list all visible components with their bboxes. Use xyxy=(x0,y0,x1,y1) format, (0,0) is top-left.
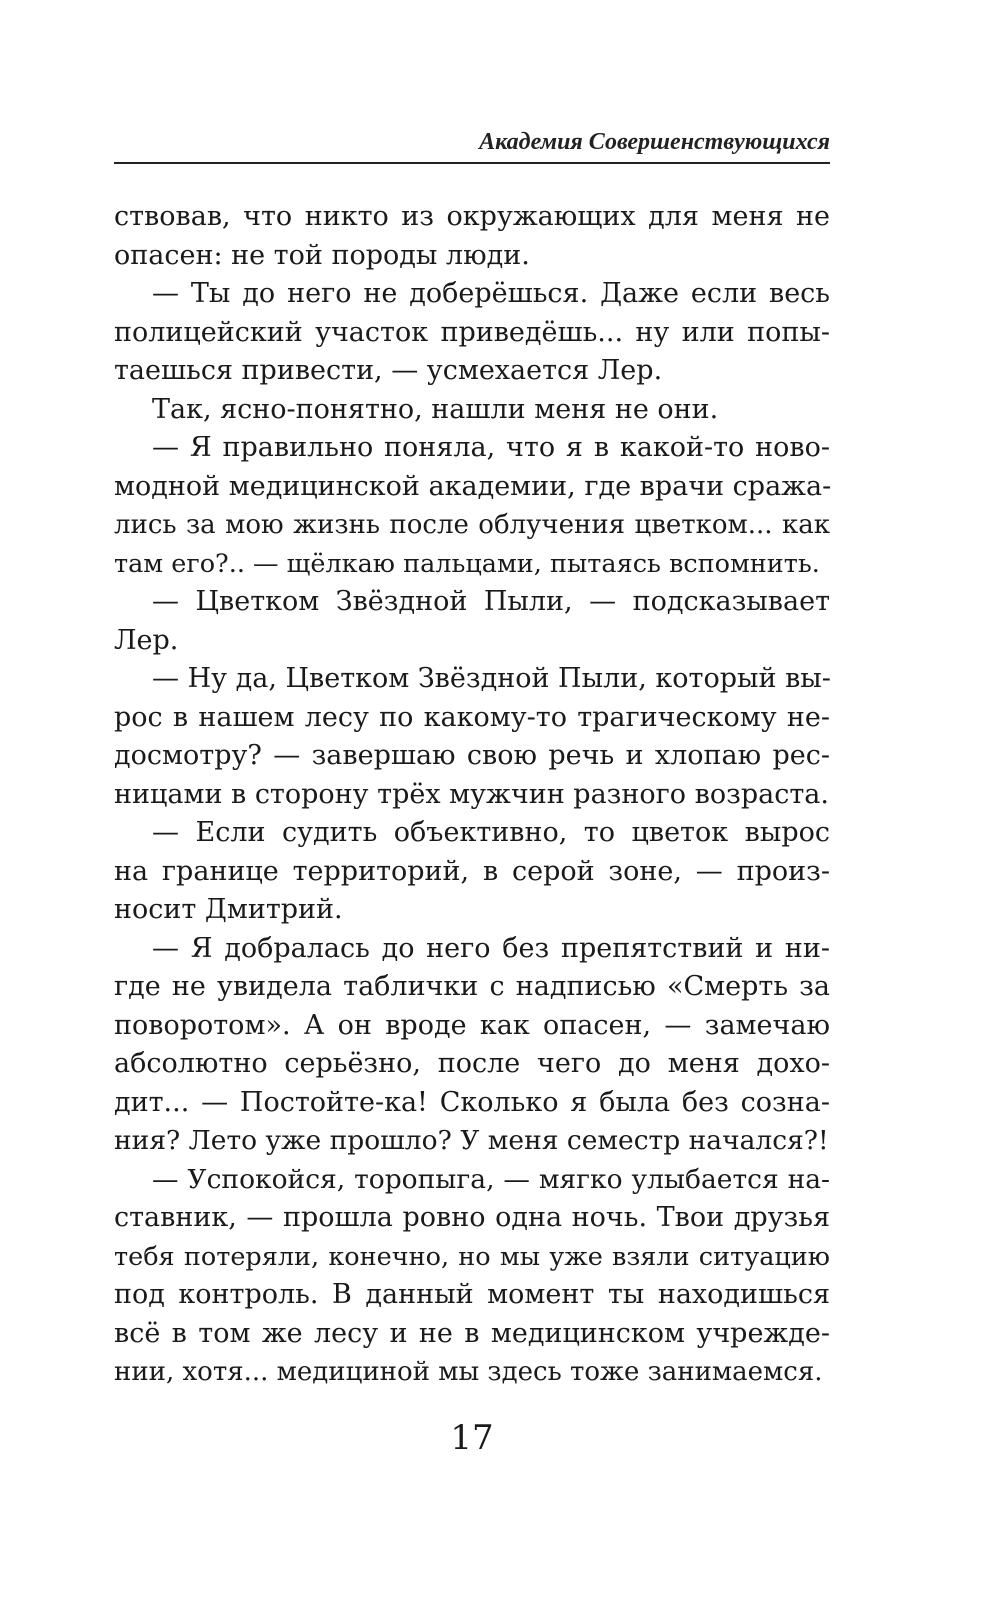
text-line: всё в том же лесу и не в медицинском учрежде- xyxy=(114,1317,830,1349)
text-line: рос в нашем лесу по какому-то трагическому не- xyxy=(114,701,830,733)
page-number: 17 xyxy=(450,1418,494,1458)
text-line: ставник, — прошла ровно одна ночь. Твои друзья xyxy=(114,1202,830,1233)
text-line: под контроль. В данный момент ты находишься xyxy=(114,1279,830,1310)
text-line: Лер. xyxy=(114,624,179,656)
header-rule xyxy=(114,162,830,164)
text-line: дит... — Постойте-ка! Сколько я была без созна- xyxy=(114,1086,830,1118)
text-line: на границе территорий, в серой зоне, — произ- xyxy=(114,855,830,887)
text-line: тебя потеряли, конечно, но мы уже взяли ситуацию xyxy=(114,1241,830,1272)
text-line: полицейский участок приведёшь... ну или попы- xyxy=(114,316,830,348)
text-line: — Я добралась до него без препятствий и ни- xyxy=(152,932,830,964)
text-line: ствовав, что никто из окружающих для меня не xyxy=(114,201,830,232)
text-line: — Если судить объективно, то цветок вырос xyxy=(152,817,830,848)
text-line: нии, хотя... медициной мы здесь тоже занимаемся. xyxy=(114,1357,823,1387)
text-line: — Ну да, Цветком Звёздной Пыли, который вы- xyxy=(152,663,831,694)
text-line: где не увидела таблички с надписью «Смерть за xyxy=(114,971,830,1002)
text-line: Так, ясно-понятно, нашли меня не они. xyxy=(152,393,719,425)
text-line: ницами в сторону трёх мужчин разного возраста. xyxy=(114,778,829,810)
text-line: — Ты до него не доберёшься. Даже если весь xyxy=(152,278,830,309)
body-text xyxy=(114,198,830,1392)
text-line: досмотру? — завершаю свою речь и хлопаю рес- xyxy=(114,740,830,771)
text-line: — Я правильно поняла, что я в какой-то ново- xyxy=(152,432,830,463)
text-line: там его?.. — щёлкаю пальцами, пытаясь вспомнить. xyxy=(114,548,820,579)
running-head-title: Академия Совершенствующихся xyxy=(479,129,830,155)
text-line: — Цветком Звёздной Пыли, — подсказывает xyxy=(152,586,830,617)
text-line: — Успокойся, торопыга, — мягко улыбается на- xyxy=(152,1163,830,1195)
text-line: лись за мою жизнь после облучения цветком... как xyxy=(114,510,830,540)
text-line: носит Дмитрий. xyxy=(114,894,343,925)
text-line: абсолютно серьёзно, после чего до меня дохо- xyxy=(114,1048,830,1079)
text-line: ния? Лето уже прошло? У меня семестр начался?! xyxy=(114,1125,829,1156)
text-line: поворотом». А он вроде как опасен, — замечаю xyxy=(114,1009,830,1041)
text-line: опасен: не той породы люди. xyxy=(114,239,530,271)
text-line: таешься привести, — усмехается Лер. xyxy=(114,355,663,386)
text-line: модной медицинской академии, где врачи сража- xyxy=(114,470,832,502)
